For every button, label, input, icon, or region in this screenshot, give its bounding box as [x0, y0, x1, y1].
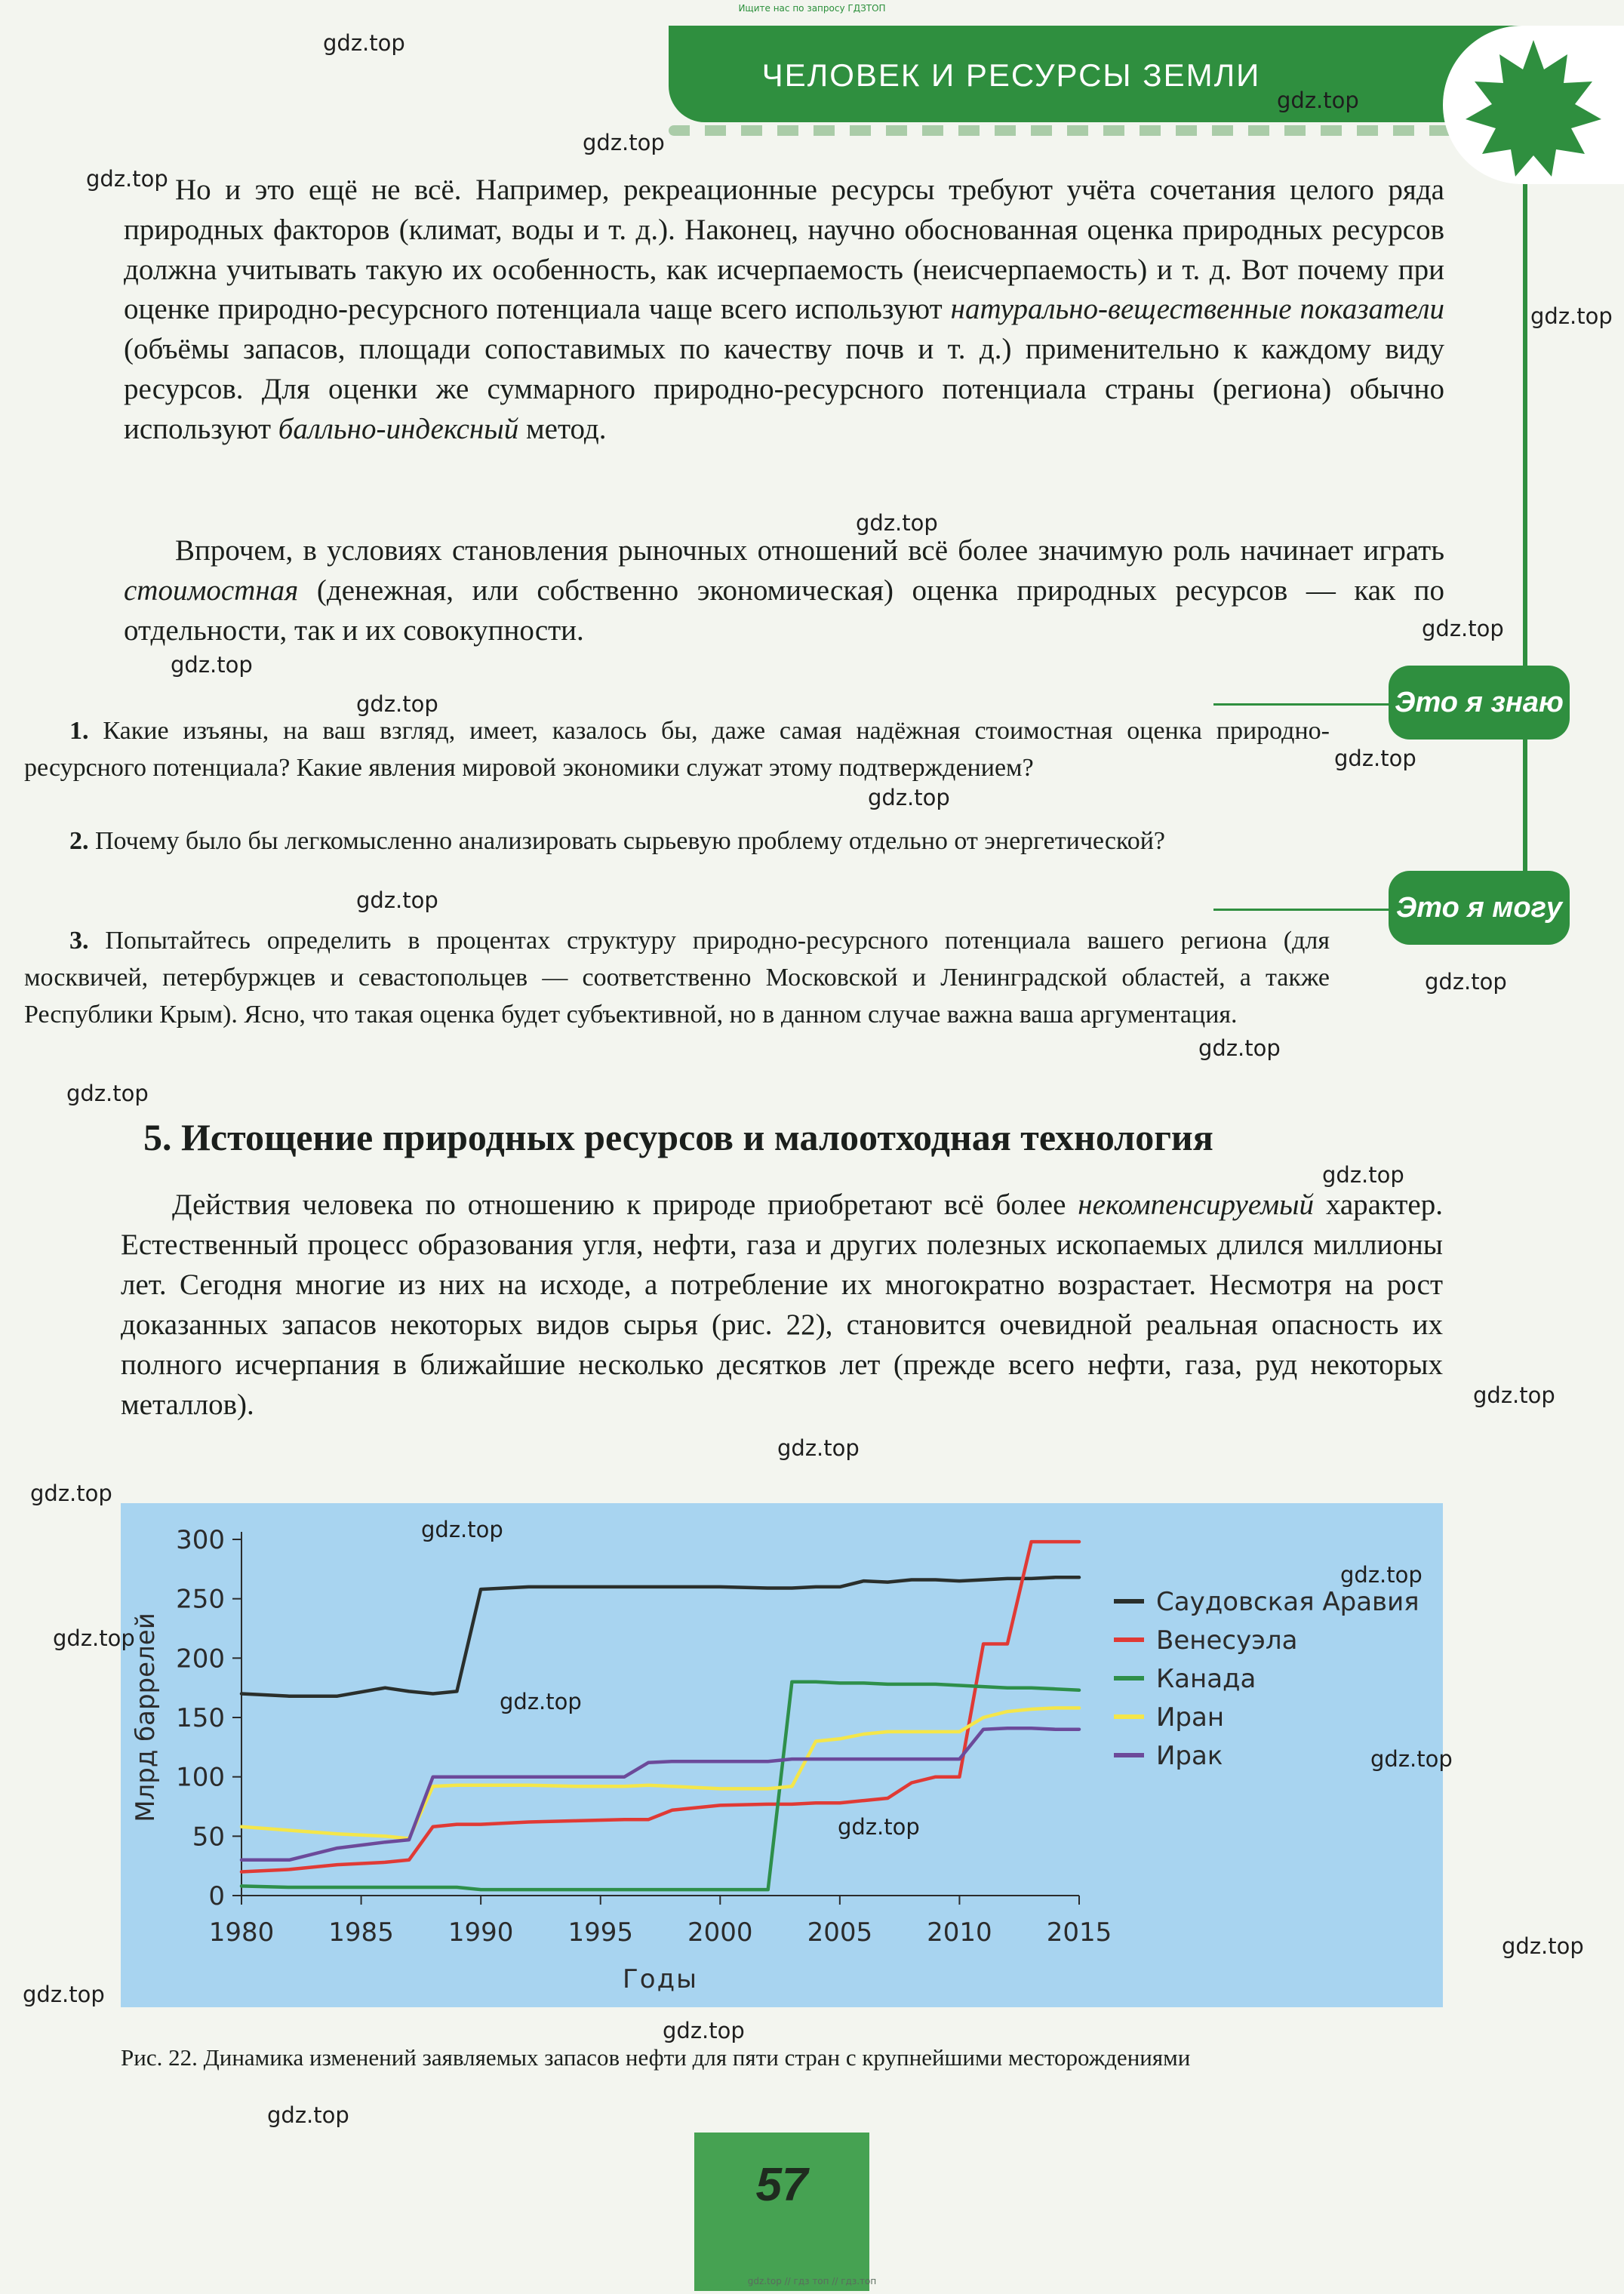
y-tick-label: 100: [176, 1762, 225, 1793]
bottom-note: gdz.top // гдз топ // гдз.топ: [747, 2276, 877, 2286]
x-tick-label: 2000: [687, 1917, 753, 1948]
watermark: gdz.top: [868, 785, 950, 810]
x-tick-label: 1995: [567, 1917, 633, 1948]
x-tick-label: 1990: [448, 1917, 514, 1948]
legend-label-3: Канада: [1156, 1664, 1256, 1694]
page-number: 57: [755, 2159, 808, 2211]
task-2-text: Почему было бы легкомысленно анализировать сырьевую проблему отдельно от энергетической?: [95, 827, 1166, 855]
watermark: gdz.top: [1425, 969, 1507, 995]
y-tick-label: 200: [176, 1644, 225, 1674]
watermark: gdz.top: [1277, 88, 1359, 113]
legend-label-4: Иран: [1156, 1702, 1225, 1733]
watermark: gdz.top: [1370, 1746, 1453, 1772]
paragraph-resource-evaluation: [124, 171, 1444, 450]
can-branch-line: [1213, 909, 1393, 911]
paragraph1-tail: метод.: [518, 412, 607, 445]
paragraph2-tail: (денежная, или собственно экономическая) оценка природных ресурсов — как по отдельности, так и их совокупности.: [124, 574, 1444, 647]
paragraph1-em-natural: натурально-вещественные показатели: [950, 293, 1444, 326]
know-branch-line: [1213, 703, 1393, 706]
this-i-can-tab[interactable]: Это я могу: [1389, 871, 1570, 945]
watermark: gdz.top: [1340, 1562, 1423, 1588]
y-axis-title: Млрд баррелей: [131, 1613, 161, 1822]
watermark: gdz.top: [323, 30, 405, 56]
task-3-number: 3.: [69, 927, 89, 955]
x-tick-label: 2005: [807, 1917, 873, 1948]
watermark: gdz.top: [1530, 303, 1613, 329]
x-axis-title: Годы: [623, 1964, 698, 1994]
legend-label-5: Ирак: [1156, 1741, 1223, 1771]
page-header-title: ЧЕЛОВЕК И РЕСУРСЫ ЗЕМЛИ: [761, 57, 1261, 93]
paragraph-resource-depletion: [121, 1185, 1443, 1425]
watermark: gdz.top: [53, 1625, 135, 1651]
series-line-4: [241, 1708, 1079, 1838]
legend-label-2: Венесуэла: [1156, 1625, 1298, 1656]
section-para-em: некомпенсируемый: [1078, 1189, 1314, 1221]
task-3-text: Попытайтесь определить в процентах структуру природно-ресурсного потенциала вашего региона (для москвичей, петербуржцев и севастопольцев — соответственно Московской и Ленинградской областей, а также Республики Крым). Ясно, что такая оценка будет субъективной, но в данном случае важна ваша аргументация.: [24, 927, 1330, 1029]
paragraph-market-evaluation: [124, 531, 1444, 650]
x-tick-label: 1985: [328, 1917, 394, 1948]
watermark: gdz.top: [1334, 746, 1416, 771]
paragraph2-lead: Впрочем, в условиях становления рыночных отношений всё более значимую роль начинает играть: [175, 534, 1444, 567]
task-3: [24, 922, 1330, 1033]
y-tick-label: 150: [176, 1703, 225, 1733]
page-number-box: [694, 2133, 869, 2291]
watermark: gdz.top: [583, 130, 665, 155]
y-tick-label: 50: [192, 1822, 225, 1853]
watermark: gdz.top: [856, 510, 938, 536]
watermark: gdz.top: [838, 1814, 920, 1840]
task-1-text: Какие изъяны, на ваш взгляд, имеет, казалось бы, даже самая надёжная стоимостная оценка природно-ресурсного потенциала? Какие явления мировой экономики служат этому подтверждением?: [24, 717, 1330, 782]
green-star-emblem-icon: [1458, 36, 1609, 180]
paragraph2-em-cost: стоимостная: [124, 574, 299, 607]
paragraph1-lead: Но и это ещё не всё. Например, рекреационные ресурсы требуют учёта сочетания целого ряда природных факторов (климат, воды и т. д.). Наконец, научно обоснованная оценка природных ресурсов должна учитывать такую их особенность, как исчерпаемость (неисчерпаемость) и т. д. Вот почему при оценке природно-ресурсного потенциала чаще всего используют: [124, 174, 1444, 326]
x-tick-label: 1980: [208, 1917, 275, 1948]
task-2-number: 2.: [69, 827, 89, 855]
x-tick-label: 2010: [927, 1917, 992, 1948]
series-line-2: [241, 1542, 1079, 1871]
series-line-5: [241, 1728, 1079, 1860]
series-line-1: [241, 1577, 1079, 1696]
watermark: gdz.top: [1422, 616, 1504, 641]
watermark: gdz.top: [421, 1517, 503, 1542]
this-i-know-tab[interactable]: Это я знаю: [1389, 666, 1570, 740]
paragraph1-middle: (объёмы запасов, площади сопоставимых по качеству почв и т. д.) применительно к каждому виду ресурсов. Для оценки же суммарного природно-ресурсного потенциала страны (региона) обычно используют: [124, 333, 1444, 445]
watermark: gdz.top: [663, 2018, 745, 2043]
task-2: [24, 823, 1330, 859]
top-note: Ищите нас по запросу ГДЗТОП: [738, 3, 886, 14]
y-tick-label: 0: [208, 1881, 225, 1911]
header-dot-divider: [669, 125, 1529, 136]
watermark: gdz.top: [86, 166, 168, 192]
watermark: gdz.top: [66, 1081, 149, 1106]
watermark: gdz.top: [1473, 1382, 1555, 1408]
paragraph1-em-index: балльно-индексный: [278, 412, 519, 445]
watermark: gdz.top: [1322, 1162, 1404, 1188]
watermark: gdz.top: [30, 1481, 112, 1506]
watermark: gdz.top: [356, 691, 438, 717]
oil-reserves-chart-svg: [121, 1503, 1443, 2007]
section-heading: 5. Истощение природных ресурсов и малоотходная технология: [143, 1116, 1213, 1158]
side-rail-line: [1523, 184, 1527, 884]
watermark: gdz.top: [267, 2102, 349, 2128]
watermark: gdz.top: [356, 887, 438, 913]
watermark: gdz.top: [1198, 1035, 1281, 1061]
y-tick-label: 300: [176, 1525, 225, 1555]
x-tick-label: 2015: [1046, 1917, 1112, 1948]
task-1: [24, 712, 1330, 786]
legend-label-1: Саудовская Аравия: [1156, 1587, 1419, 1617]
watermark: gdz.top: [777, 1435, 860, 1461]
y-tick-label: 250: [176, 1584, 225, 1615]
watermark: gdz.top: [1502, 1933, 1584, 1959]
emblem-star-shape: [1466, 40, 1601, 177]
watermark: gdz.top: [23, 1982, 105, 2007]
watermark: gdz.top: [500, 1689, 582, 1714]
figure-caption: Рис. 22. Динамика изменений заявляемых запасов нефти для пяти стран с крупнейшими месторождениями: [121, 2044, 1191, 2071]
section-para-lead: Действия человека по отношению к природе приобретают всё более: [172, 1189, 1078, 1221]
section-para-tail: характер. Естественный процесс образования угля, нефти, газа и других полезных ископаемых длился миллионы лет. Сегодня многие из них на исходе, а потребление их многократно возрастает. Несмотря на рост доказанных запасов некоторых видов сырья (рис. 22), становится очевидной реальная опасность их полного исчерпания в ближайшие несколько десятков лет (прежде всего нефти, газа, руд некоторых металлов).: [121, 1189, 1443, 1421]
watermark: gdz.top: [171, 652, 253, 678]
task-1-number: 1.: [69, 717, 89, 745]
oil-reserves-chart: [121, 1503, 1443, 2007]
